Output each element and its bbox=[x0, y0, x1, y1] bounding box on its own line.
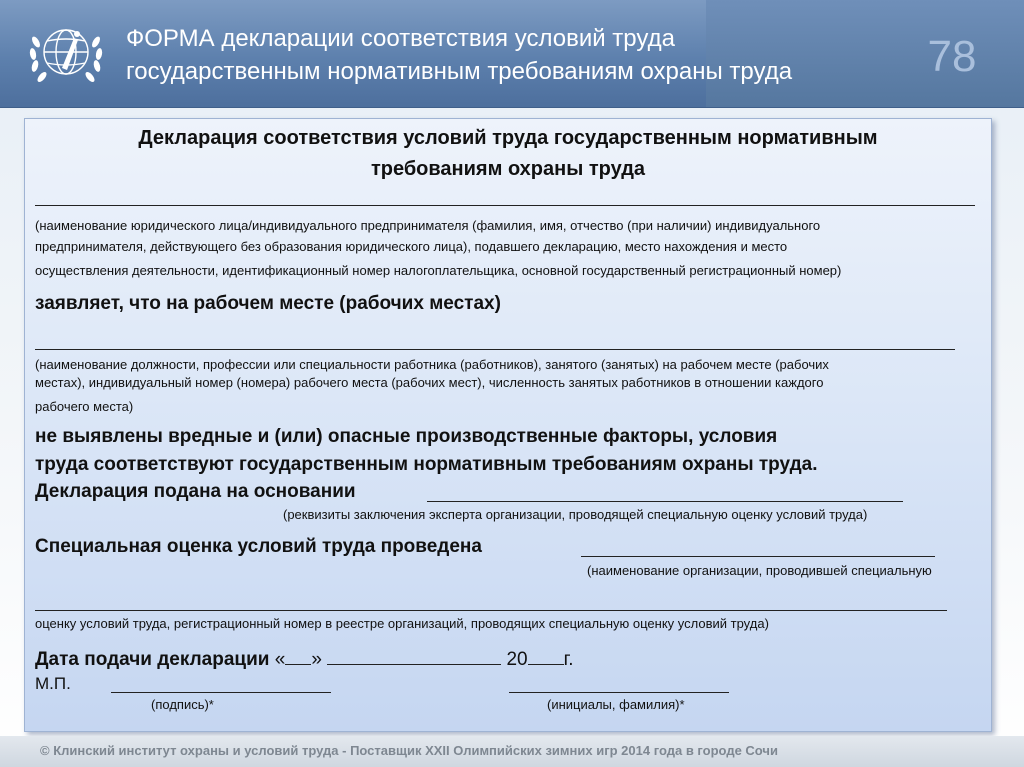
employer-hint-line1: (наименование юридического лица/индивидуального предпринимателя (фамилия, имя, отчество (при наличии) индивидуального bbox=[35, 218, 821, 233]
slide-number: 78 bbox=[927, 32, 977, 81]
workplace-blank-line bbox=[35, 349, 955, 350]
year-blank bbox=[528, 646, 564, 665]
footer-copyright: © Клинский институт охраны и условий труда - Поставщик XXII Олимпийских зимних игр 2014 года в городе Сочи bbox=[40, 743, 778, 758]
slide-footer bbox=[0, 736, 1024, 767]
month-blank bbox=[327, 646, 501, 665]
signature-hint: (подпись)* bbox=[151, 697, 214, 712]
date-open-quote: « bbox=[274, 649, 286, 670]
globe-laurel-logo-icon bbox=[22, 12, 110, 96]
assessment-blank-line bbox=[581, 556, 935, 557]
name-blank-line bbox=[509, 692, 729, 693]
workplace-hint-line1: (наименование должности, профессии или специальности работника (работников), занятого (занятых) на рабочем месте (рабочих bbox=[35, 357, 829, 372]
workplace-hint-line2: местах), индивидуальный номер (номера) рабочего места (рабочих мест), численность занятых работников в отношении каждого bbox=[35, 375, 824, 390]
name-hint: (инициалы, фамилия)* bbox=[547, 697, 685, 712]
form-heading-line2: требованиям охраны труда bbox=[370, 158, 646, 180]
year-prefix: 20 bbox=[506, 649, 528, 670]
statement-line1: не выявлены вредные и (или) опасные производственные факторы, условия bbox=[35, 426, 778, 447]
employer-hint-line2: предпринимателя, действующего без образования юридического лица), подавшего декларацию, место нахождения и место bbox=[35, 239, 788, 254]
signature-blank-line bbox=[111, 692, 331, 693]
basis-blank-line bbox=[427, 501, 903, 502]
assessment-label: Специальная оценка условий труда проведена bbox=[35, 536, 482, 557]
stamp-label: М.П. bbox=[35, 674, 71, 693]
statement-line2: труда соответствуют государственным нормативным требованиям охраны труда. bbox=[35, 454, 818, 475]
slide-header bbox=[0, 0, 1024, 108]
slide-title-line1: ФОРМА декларации соответствия условий труда bbox=[126, 25, 675, 52]
declares-text: заявляет, что на рабочем месте (рабочих местах) bbox=[35, 293, 501, 314]
workplace-hint-line3: рабочего места) bbox=[35, 399, 134, 414]
basis-label: Декларация подана на основании bbox=[35, 481, 356, 502]
date-label: Дата подачи декларации bbox=[35, 649, 270, 670]
day-blank bbox=[285, 646, 311, 665]
basis-hint: (реквизиты заключения эксперта организации, проводящей специальную оценку условий труда) bbox=[283, 507, 868, 522]
employer-blank-line bbox=[35, 205, 975, 206]
employer-hint-line3: осуществления деятельности, идентификационный номер налогоплательщика, основной государственный регистрационный номер) bbox=[35, 263, 842, 278]
assessment-org-blank-line bbox=[35, 610, 947, 611]
assessment-hint-line2: оценку условий труда, регистрационный номер в реестре организаций, проводящих специальную оценку условий труда) bbox=[35, 616, 769, 631]
date-row bbox=[35, 646, 573, 673]
date-close-quote: » bbox=[311, 649, 322, 670]
assessment-hint-line1: (наименование организации, проводившей специальную bbox=[587, 563, 932, 578]
year-suffix: г. bbox=[563, 649, 574, 670]
slide-title bbox=[126, 22, 886, 88]
declaration-form bbox=[24, 118, 992, 732]
slide-title-line2: государственным нормативным требованиям охраны труда bbox=[126, 58, 793, 85]
form-heading-line1: Декларация соответствия условий труда государственным нормативным bbox=[138, 127, 878, 149]
